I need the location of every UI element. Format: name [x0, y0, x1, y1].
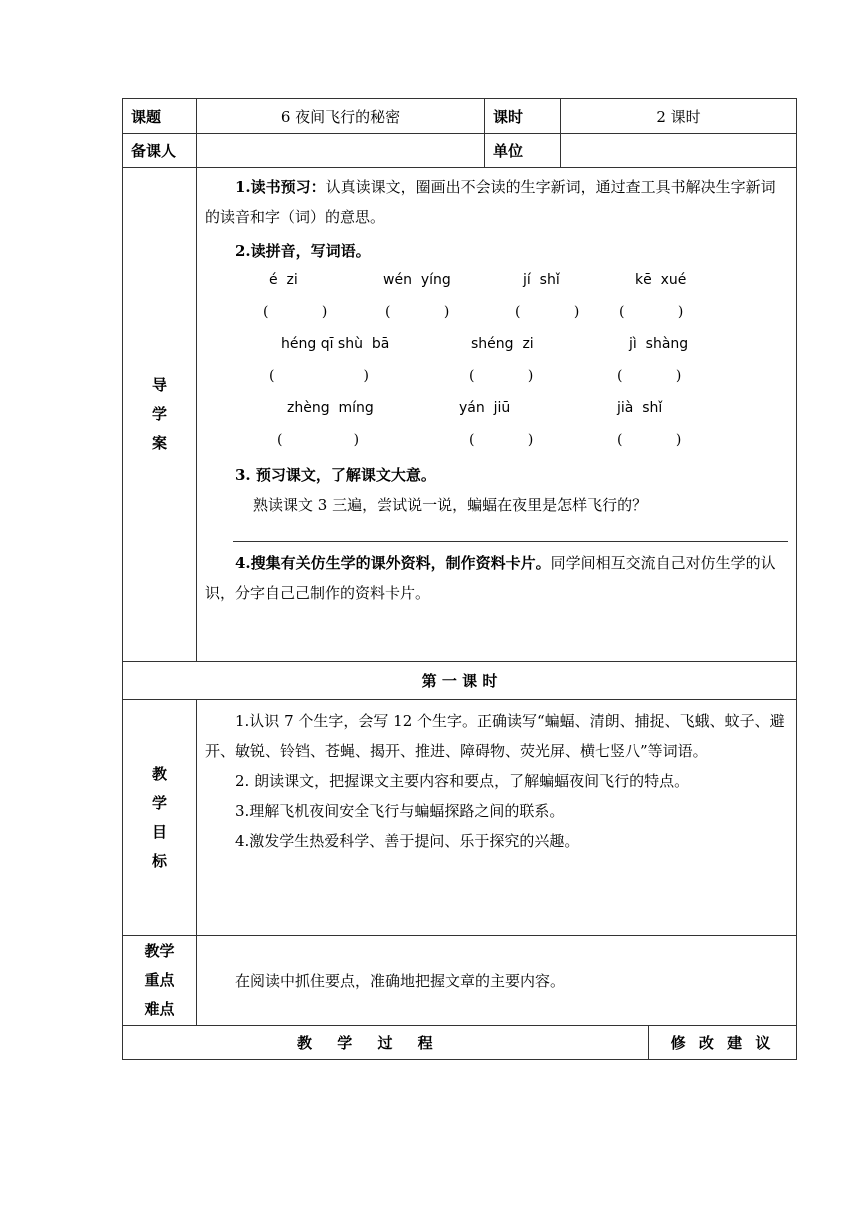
goals-row — [123, 700, 797, 936]
guide-label-char: 学 — [151, 405, 167, 423]
pinyin-word: é zi — [269, 272, 298, 288]
guide-row — [123, 168, 797, 662]
pinyin-word: shéng zi — [471, 336, 534, 352]
goals-label-char: 标 — [151, 851, 167, 870]
title-label: 课题 — [123, 99, 197, 134]
unit-label: 单位 — [485, 134, 561, 168]
keypoints-label-line: 难点 — [144, 1000, 175, 1018]
keypoints-row — [123, 936, 797, 1026]
keypoints-text: 在阅读中抓住要点，准确地把握文章的主要内容。 — [235, 971, 566, 990]
goals-label-char: 学 — [151, 793, 167, 812]
goals-label-char: 教 — [151, 764, 167, 783]
answer-blank: ( ) — [277, 432, 360, 448]
preparer-value — [197, 134, 485, 168]
pinyin-word: kē xué — [635, 272, 687, 288]
lesson-plan-table — [122, 98, 797, 1060]
item1-text: 认真读课文，圈画出不会读的生字新词，通过查工具书解决生字新词的读音和字（词）的意思。 — [205, 178, 776, 226]
pinyin-word: yán jiū — [459, 400, 511, 416]
item4-title: 4.搜集有关仿生学的课外资料，制作资料卡片。 — [235, 554, 551, 572]
period-label: 课时 — [485, 99, 561, 134]
pinyin-row-2 — [197, 330, 796, 362]
lesson-plan-sheet — [122, 98, 796, 1060]
item2-title: 2.读拼音，写词语。 — [235, 242, 371, 260]
item1-title: 1.读书预习： — [235, 178, 326, 196]
answer-row-3 — [197, 426, 796, 458]
keypoints-label-line: 重点 — [144, 971, 175, 989]
goals-label-char: 目 — [151, 822, 167, 841]
answer-row-2 — [197, 362, 796, 394]
pinyin-word: jì shàng — [629, 336, 689, 352]
pinyin-word: héng qī shù bā — [281, 336, 390, 352]
pinyin-word: zhèng míng — [287, 400, 374, 416]
keypoints-label — [123, 936, 197, 1026]
guide-label-char: 案 — [151, 434, 167, 452]
answer-row-1 — [197, 298, 796, 330]
keypoints-label-line: 教学 — [144, 942, 175, 960]
answer-line — [233, 540, 788, 542]
guide-label-char: 导 — [151, 376, 167, 394]
guide-label — [123, 168, 197, 662]
pinyin-word: jià shǐ — [617, 400, 663, 416]
answer-blank: ( ) — [617, 368, 682, 384]
preparer-row — [123, 134, 797, 168]
answer-blank: ( ) — [469, 368, 534, 384]
answer-blank: ( ) — [515, 304, 580, 320]
keypoints-content — [197, 936, 797, 1026]
preparer-label: 备课人 — [123, 134, 197, 168]
pinyin-word: jí shǐ — [523, 272, 560, 288]
goal-item: 1.认识 7 个生字，会写 12 个生字。正确读写“蝙蝠、清朗、捕捉、飞蛾、蚊子、避开、敏锐、铃铛、苍蝇、揭开、推进、障碍物、荧光屏、横七竖八”等词语。 — [205, 712, 785, 760]
item3-title: 3. 预习课文，了解课文大意。 — [235, 466, 436, 484]
goal-item: 4.激发学生热爱科学、善于提问、乐于探究的兴趣。 — [235, 832, 580, 850]
process-label: 教 学 过 程 — [297, 1034, 443, 1052]
answer-blank: ( ) — [269, 368, 369, 384]
lesson-title: 第 一 课 时 — [123, 662, 797, 700]
item3-text: 熟读课文 3 三遍，尝试说一说，蝙蝠在夜里是怎样飞行的？ — [253, 496, 648, 514]
guide-item-1 — [197, 172, 796, 232]
pinyin-row-3 — [197, 394, 796, 426]
answer-blank: ( ) — [617, 432, 682, 448]
title-row — [123, 99, 797, 134]
answer-blank: ( ) — [385, 304, 450, 320]
process-header — [123, 1026, 649, 1060]
suggest-header — [649, 1026, 797, 1060]
unit-value — [561, 134, 797, 168]
period-value: 2 课时 — [561, 99, 797, 134]
title-value: 6 夜间飞行的秘密 — [197, 99, 485, 134]
answer-blank: ( ) — [619, 304, 684, 320]
suggest-label: 修 改 建 议 — [670, 1034, 775, 1052]
guide-item-4 — [197, 548, 796, 608]
goal-item: 3.理解飞机夜间安全飞行与蝙蝠探路之间的联系。 — [235, 802, 565, 820]
pinyin-row-1 — [197, 266, 796, 298]
answer-blank: ( ) — [263, 304, 328, 320]
pinyin-word: wén yíng — [383, 272, 451, 288]
lesson-title-row — [123, 662, 797, 700]
goal-item: 2. 朗读课文，把握课文主要内容和要点，了解蝙蝠夜间飞行的特点。 — [235, 772, 690, 790]
footer-row — [123, 1026, 797, 1060]
item4-text: 同学间相互交流自己对仿生学的认识，分字自己己制作的资料卡片。 — [205, 554, 776, 602]
guide-content — [197, 168, 797, 662]
answer-blank: ( ) — [469, 432, 534, 448]
goals-label — [123, 700, 197, 936]
goals-content — [197, 700, 797, 936]
